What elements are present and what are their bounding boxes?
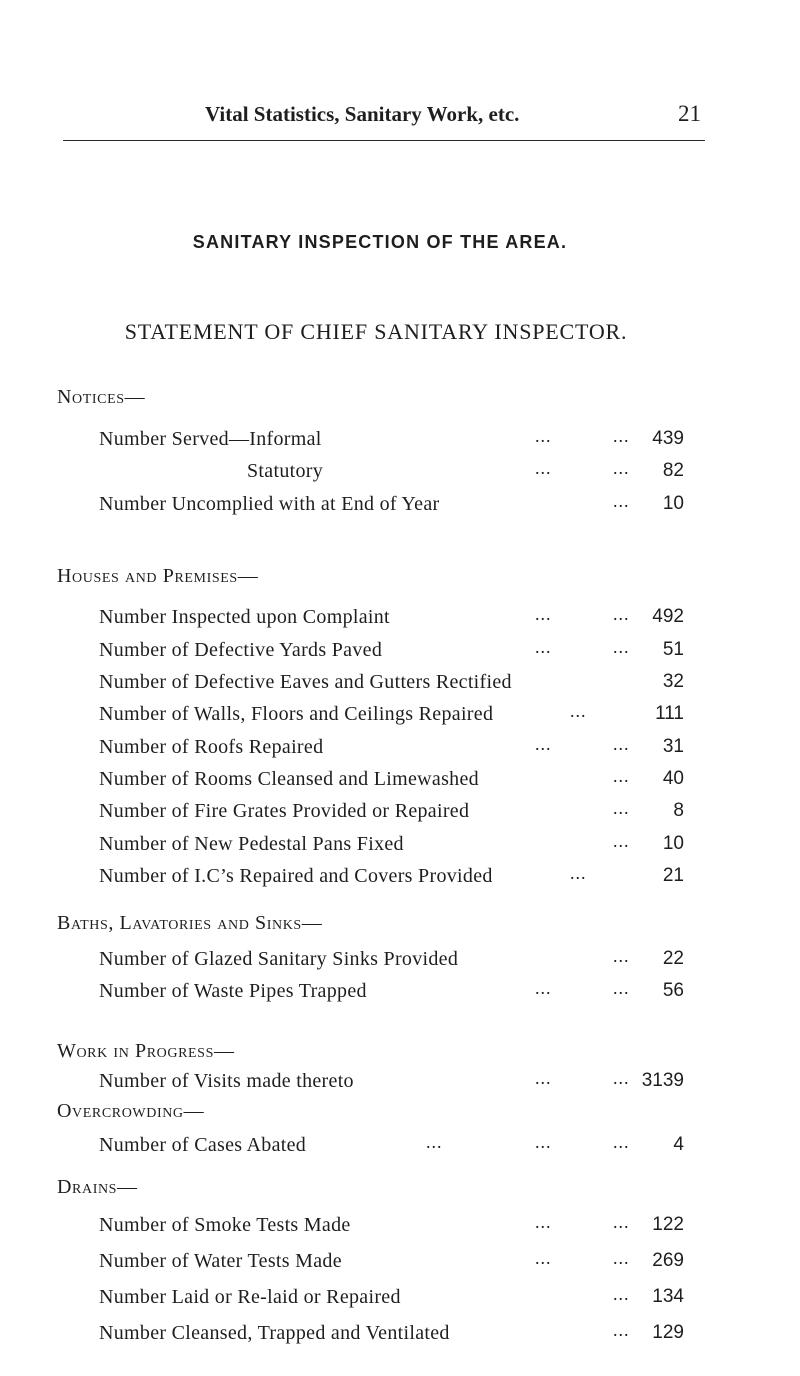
row-value: 31 bbox=[662, 736, 684, 757]
page-number: 21 bbox=[678, 101, 701, 126]
row-label: Number of I.C’s Repaired and Covers Provided bbox=[99, 865, 493, 887]
table-row bbox=[0, 460, 800, 490]
dot-leader: ... bbox=[426, 1132, 443, 1152]
dot-leader: ... bbox=[613, 1132, 630, 1152]
row-value: 492 bbox=[652, 606, 684, 627]
row-label: Number of Smoke Tests Made bbox=[99, 1214, 351, 1236]
dot-leader: ... bbox=[613, 946, 630, 966]
table-row bbox=[0, 671, 800, 701]
row-value: 4 bbox=[673, 1134, 684, 1155]
dot-leader: ... bbox=[535, 637, 552, 657]
row-value: 269 bbox=[652, 1250, 684, 1271]
dot-leader: ... bbox=[613, 1320, 630, 1340]
table-row bbox=[0, 639, 800, 669]
group-heading-drains: Drains— bbox=[57, 1176, 138, 1198]
group-heading-overcrowding: Overcrowding— bbox=[57, 1100, 205, 1122]
row-label: Number of Roofs Repaired bbox=[99, 736, 324, 758]
statement-title: STATEMENT OF CHIEF SANITARY INSPECTOR. bbox=[124, 319, 628, 344]
row-label: Number of Visits made thereto bbox=[99, 1070, 354, 1092]
table-row bbox=[0, 1286, 800, 1316]
row-label: Number of Defective Eaves and Gutters Rectified bbox=[99, 671, 512, 693]
table-row bbox=[0, 768, 800, 798]
group-heading-baths: Baths, Lavatories and Sinks— bbox=[57, 912, 323, 934]
row-label: Number of Waste Pipes Trapped bbox=[99, 980, 367, 1002]
dot-leader: ... bbox=[535, 978, 552, 998]
row-label: Number of Water Tests Made bbox=[99, 1250, 342, 1272]
header-rule bbox=[63, 140, 705, 141]
table-row bbox=[0, 865, 800, 895]
dot-leader: ... bbox=[570, 863, 587, 883]
row-value: 10 bbox=[662, 493, 684, 514]
table-row bbox=[0, 800, 800, 830]
dot-leader: ... bbox=[613, 426, 630, 446]
row-label: Number of Defective Yards Paved bbox=[99, 639, 383, 661]
dot-leader: ... bbox=[613, 798, 630, 818]
dot-leader: ... bbox=[535, 734, 552, 754]
group-heading-houses: Houses and Premises— bbox=[57, 565, 259, 587]
dot-leader: ... bbox=[613, 637, 630, 657]
row-label: Statutory bbox=[247, 460, 324, 482]
dot-leader: ... bbox=[613, 1284, 630, 1304]
row-label: Number Inspected upon Complaint bbox=[99, 606, 390, 628]
dot-leader: ... bbox=[570, 701, 587, 721]
row-value: 122 bbox=[652, 1214, 684, 1235]
row-value: 22 bbox=[662, 948, 684, 969]
row-value: 8 bbox=[673, 800, 684, 821]
dot-leader: ... bbox=[535, 1068, 552, 1088]
table-row bbox=[0, 980, 800, 1010]
group-heading-work: Work in Progress— bbox=[57, 1040, 235, 1062]
row-value: 10 bbox=[662, 833, 684, 854]
dot-leader: ... bbox=[613, 1212, 630, 1232]
running-title: Vital Statistics, Sanitary Work, etc. bbox=[205, 102, 520, 126]
dot-leader: ... bbox=[535, 1132, 552, 1152]
dot-leader: ... bbox=[613, 604, 630, 624]
table-row bbox=[0, 1250, 800, 1280]
row-label: Number Cleansed, Trapped and Ventilated bbox=[99, 1322, 450, 1344]
row-label: Number of New Pedestal Pans Fixed bbox=[99, 833, 404, 855]
dot-leader: ... bbox=[535, 604, 552, 624]
table-row bbox=[0, 948, 800, 978]
table-row bbox=[0, 1322, 800, 1352]
dot-leader: ... bbox=[535, 458, 552, 478]
row-value: 3139 bbox=[641, 1070, 684, 1091]
table-row bbox=[0, 428, 800, 458]
row-label: Number of Cases Abated bbox=[99, 1134, 307, 1156]
table-row bbox=[0, 833, 800, 863]
row-label: Number of Walls, Floors and Ceilings Repaired bbox=[99, 703, 494, 725]
row-label: Number of Rooms Cleansed and Limewashed bbox=[99, 768, 479, 790]
row-label: Number Served—Informal bbox=[99, 428, 322, 450]
table-row bbox=[0, 1214, 800, 1244]
dot-leader: ... bbox=[535, 426, 552, 446]
dot-leader: ... bbox=[535, 1248, 552, 1268]
dot-leader: ... bbox=[613, 491, 630, 511]
table-row bbox=[0, 703, 800, 733]
dot-leader: ... bbox=[613, 766, 630, 786]
row-label: Number of Fire Grates Provided or Repaired bbox=[99, 800, 470, 822]
dot-leader: ... bbox=[613, 831, 630, 851]
dot-leader: ... bbox=[613, 458, 630, 478]
row-value: 21 bbox=[662, 865, 684, 886]
row-label: Number Laid or Re-laid or Repaired bbox=[99, 1286, 401, 1308]
row-value: 111 bbox=[655, 703, 684, 724]
row-value: 439 bbox=[652, 428, 684, 449]
dot-leader: ... bbox=[613, 978, 630, 998]
dot-leader: ... bbox=[613, 734, 630, 754]
dot-leader: ... bbox=[613, 1068, 630, 1088]
row-value: 129 bbox=[652, 1322, 684, 1343]
row-value: 82 bbox=[662, 460, 684, 481]
row-value: 32 bbox=[662, 671, 684, 692]
section-heading: SANITARY INSPECTION OF THE AREA. bbox=[192, 232, 568, 252]
table-row bbox=[0, 493, 800, 523]
table-row bbox=[0, 1070, 800, 1100]
row-label: Number Uncomplied with at End of Year bbox=[99, 493, 440, 515]
row-value: 134 bbox=[652, 1286, 684, 1307]
dot-leader: ... bbox=[613, 1248, 630, 1268]
group-heading-notices: Notices— bbox=[57, 386, 146, 408]
row-value: 40 bbox=[662, 768, 684, 789]
row-value: 56 bbox=[662, 980, 684, 1001]
row-value: 51 bbox=[662, 639, 684, 660]
table-row bbox=[0, 606, 800, 636]
table-row bbox=[0, 736, 800, 766]
table-row bbox=[0, 1134, 800, 1164]
row-label: Number of Glazed Sanitary Sinks Provided bbox=[99, 948, 459, 970]
dot-leader: ... bbox=[535, 1212, 552, 1232]
